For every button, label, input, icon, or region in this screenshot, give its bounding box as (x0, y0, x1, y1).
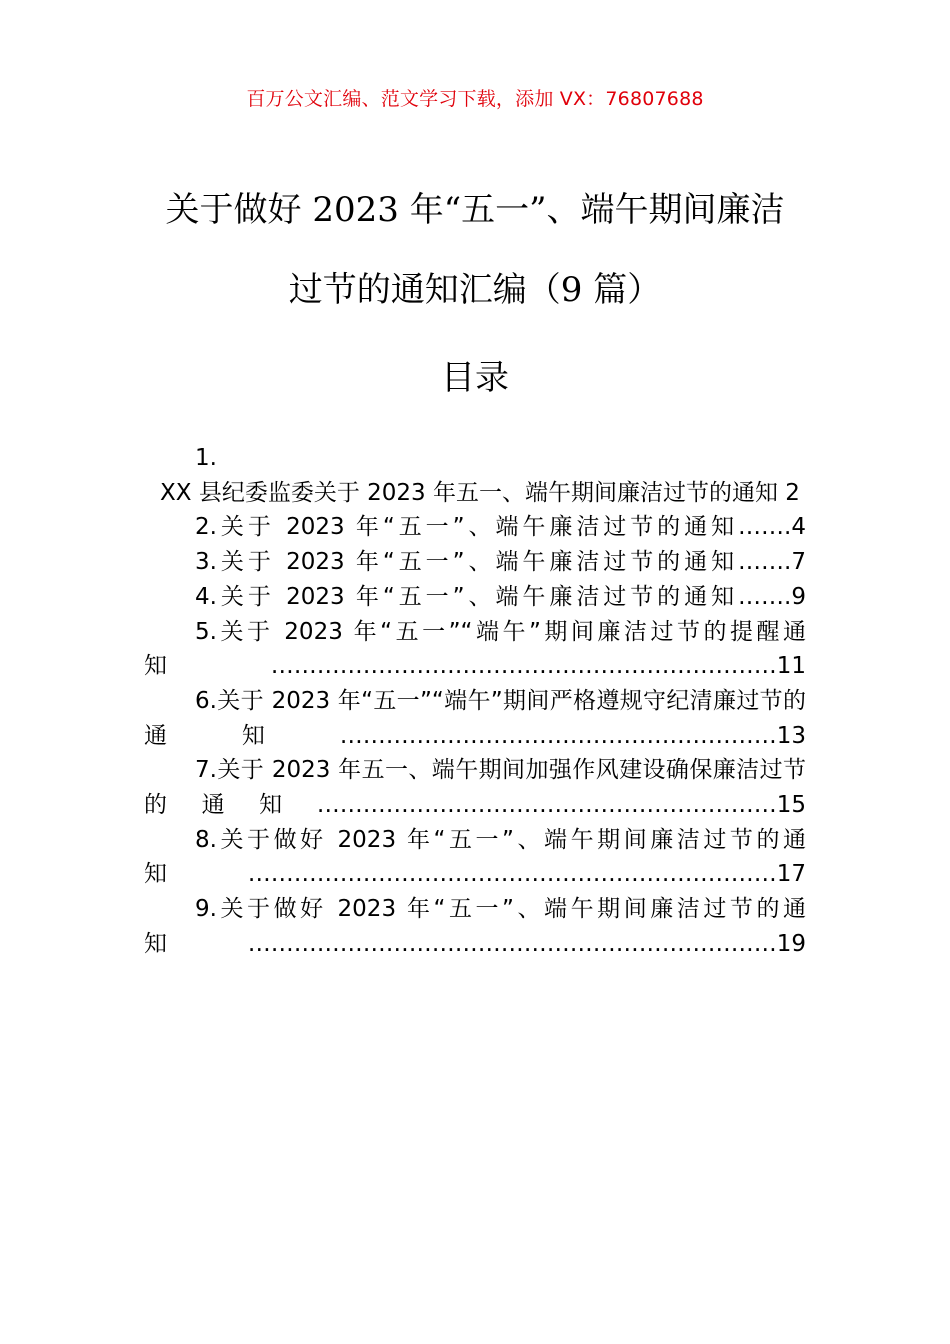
toc-entry-1[interactable] (144, 441, 806, 510)
toc-entry-8[interactable]: 8.关于做好 2023 年“五一”、端午期间廉洁过节的通知……………………………………………………………17 (144, 826, 806, 888)
table-of-contents (144, 441, 806, 962)
toc-entry-1-text: XX 县纪委监委关于 2023 年五一、端午期间廉洁过节的通知 2 (160, 479, 800, 506)
toc-entry-9[interactable]: 9.关于做好 2023 年“五一”、端午期间廉洁过节的通知……………………………………………………………19 (144, 896, 806, 957)
document-title-line-2: 过节的通知汇编（9 篇） (288, 270, 662, 310)
toc-entry-7[interactable]: 7.关于 2023 年五一、端午期间加强作风建设确保廉洁过节的通知……………………………………………………15 (144, 757, 806, 819)
header-watermark-note: 百万公文汇编、范文学习下载，添加 VX：76807688 (246, 88, 704, 110)
toc-entry-3[interactable]: 3.关于 2023 年“五一”、端午廉洁过节的通知…….7 (195, 549, 806, 576)
document-title (120, 170, 830, 330)
toc-entry-2[interactable]: 2.关于 2023 年“五一”、端午廉洁过节的通知…….4 (195, 514, 806, 541)
document-title-line-1: 关于做好 2023 年“五一”、端午期间廉洁 (165, 190, 785, 230)
toc-entry-4[interactable]: 4.关于 2023 年“五一”、端午廉洁过节的通知…….9 (195, 583, 806, 610)
toc-heading: 目录 (441, 358, 509, 398)
toc-entry-5[interactable]: 5.关于 2023 年“五一”“端午”期间廉洁过节的提醒通知…………………………………………………………11 (144, 618, 806, 680)
toc-entry-6[interactable]: 6.关于 2023 年“五一”“端午”期间严格遵规守纪清廉过节的通知…………………………………………………13 (144, 687, 806, 749)
toc-entry-1-number: 1. (195, 445, 217, 471)
